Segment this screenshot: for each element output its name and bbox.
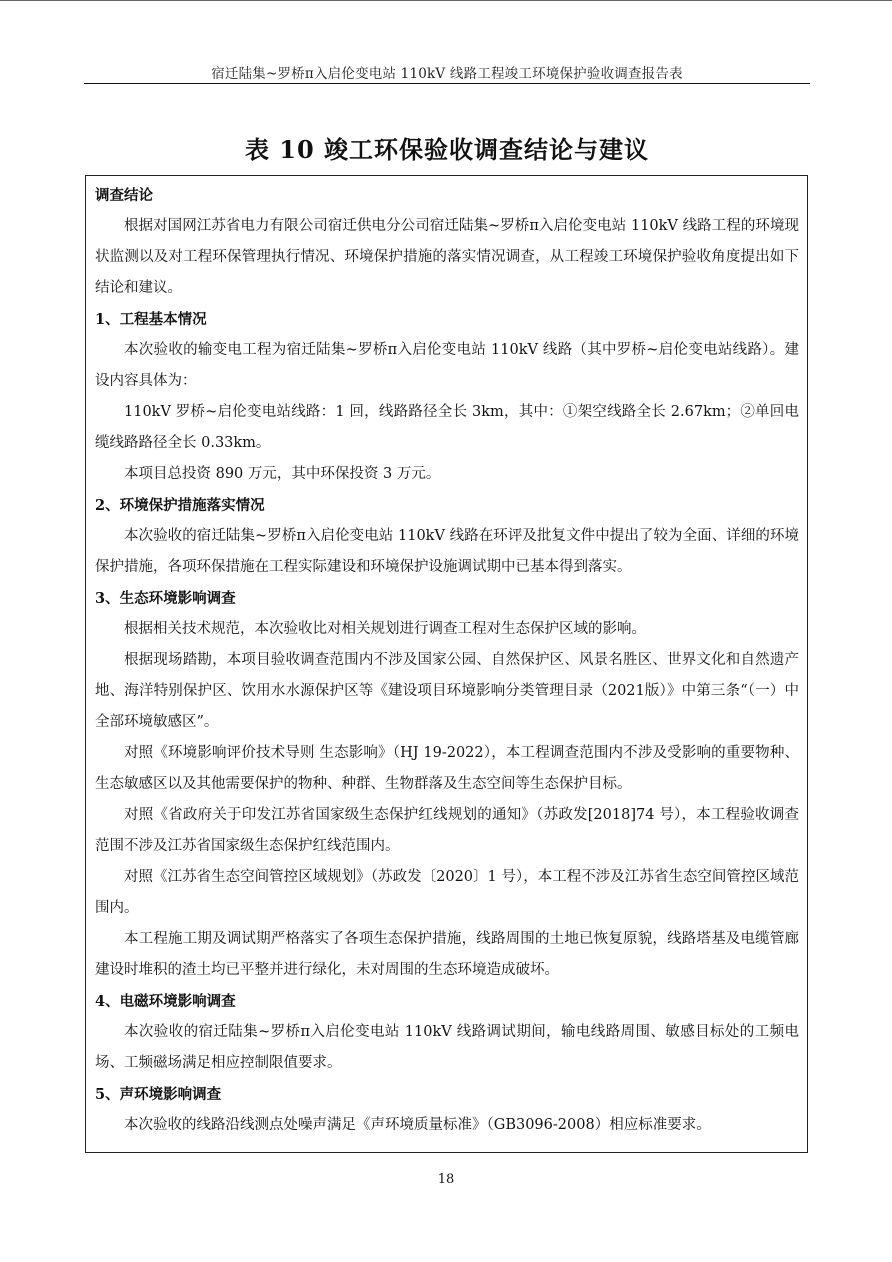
paragraph: 对照《江苏省生态空间管控区域规划》（苏政发〔2020〕1 号），本工程不涉及江苏省生态空间管控区域范围内。 — [95, 869, 799, 916]
paragraph: 本次验收的线路沿线测点处噪声满足《声环境质量标准》（GB3096-2008）相应标准要求。 — [124, 1117, 711, 1133]
header-rule — [84, 83, 810, 84]
top-border-line — [0, 0, 892, 1]
paragraph: 根据相关技术规范，本次验收比对相关规划进行调查工程对生态保护区域的影响。 — [124, 621, 646, 637]
paragraph: 110kV 罗桥~启伦变电站线路：1 回，线路路径全长 3km，其中：①架空线路全长 2.67km；②单回电缆线路路径全长 0.33km。 — [95, 404, 799, 451]
paragraph: 根据现场踏勘，本项目验收调查范围内不涉及国家公园、自然保护区、风景名胜区、世界文化和自然遗产地、海洋特别保护区、饮用水水源保护区等《建设项目环境影响分类管理目录（2021版）》中第三条“（一）中全部环境敏感区”。 — [95, 652, 799, 730]
paragraph: 对照《省政府关于印发江苏省国家级生态保护红线规划的通知》（苏政发[2018]74 号），本工程验收调查范围不涉及江苏省国家级生态保护红线范围内。 — [95, 807, 799, 854]
section-heading: 4、电磁环境影响调查 — [95, 993, 236, 1010]
conclusion-table — [85, 175, 808, 1153]
section-heading: 5、声环境影响调查 — [95, 1086, 222, 1103]
page-number: 18 — [437, 1172, 455, 1187]
page-title: 表 10 竣工环保验收调查结论与建议 — [244, 135, 650, 164]
paragraph: 对照《环境影响评价技术导则 生态影响》（HJ 19-2022），本工程调查范围内不涉及受影响的重要物种、生态敏感区以及其他需要保护的物种、种群、生物群落及生态空间等生态保护目标。 — [95, 745, 799, 792]
paragraph: 本次验收的宿迁陆集~罗桥π入启伦变电站 110kV 线路调试期间，输电线路周围、敏感目标处的工频电场、工频磁场满足相应控制限值要求。 — [95, 1024, 799, 1071]
intro-paragraph: 根据对国网江苏省电力有限公司宿迁供电分公司宿迁陆集~罗桥π入启伦变电站 110kV 线路工程的环境现状监测以及对工程环保管理执行情况、环境保护措施的落实情况调查，从工程竣工环境保护验收角度提出如下结论和建议。 — [95, 218, 799, 296]
section-2 — [95, 490, 799, 583]
section-1 — [95, 304, 799, 490]
section-heading: 1、工程基本情况 — [95, 311, 207, 328]
section-5 — [95, 1079, 799, 1141]
box-label: 调查结论 — [95, 187, 153, 204]
section-heading: 3、生态环境影响调查 — [95, 590, 236, 607]
running-header: 宿迁陆集~罗桥π入启伦变电站 110kV 线路工程竣工环境保护验收调查报告表 — [211, 66, 683, 82]
section-3 — [95, 583, 799, 986]
paragraph: 本工程施工期及调试期严格落实了各项生态保护措施，线路周围的土地已恢复原貌，线路塔基及电缆管廊建设时堆积的渣土均已平整并进行绿化，未对周围的生态环境造成破坏。 — [95, 931, 799, 978]
paragraph: 本次验收的宿迁陆集~罗桥π入启伦变电站 110kV 线路在环评及批复文件中提出了较为全面、详细的环境保护措施，各项环保措施在工程实际建设和环境保护设施调试期中已基本得到落实。 — [95, 528, 799, 575]
section-4 — [95, 986, 799, 1079]
paragraph: 本项目总投资 890 万元，其中环保投资 3 万元。 — [124, 466, 441, 482]
section-heading: 2、环境保护措施落实情况 — [95, 497, 265, 514]
paragraph: 本次验收的输变电工程为宿迁陆集~罗桥π入启伦变电站 110kV 线路（其中罗桥~启伦变电站线路）。建设内容具体为： — [95, 342, 799, 389]
